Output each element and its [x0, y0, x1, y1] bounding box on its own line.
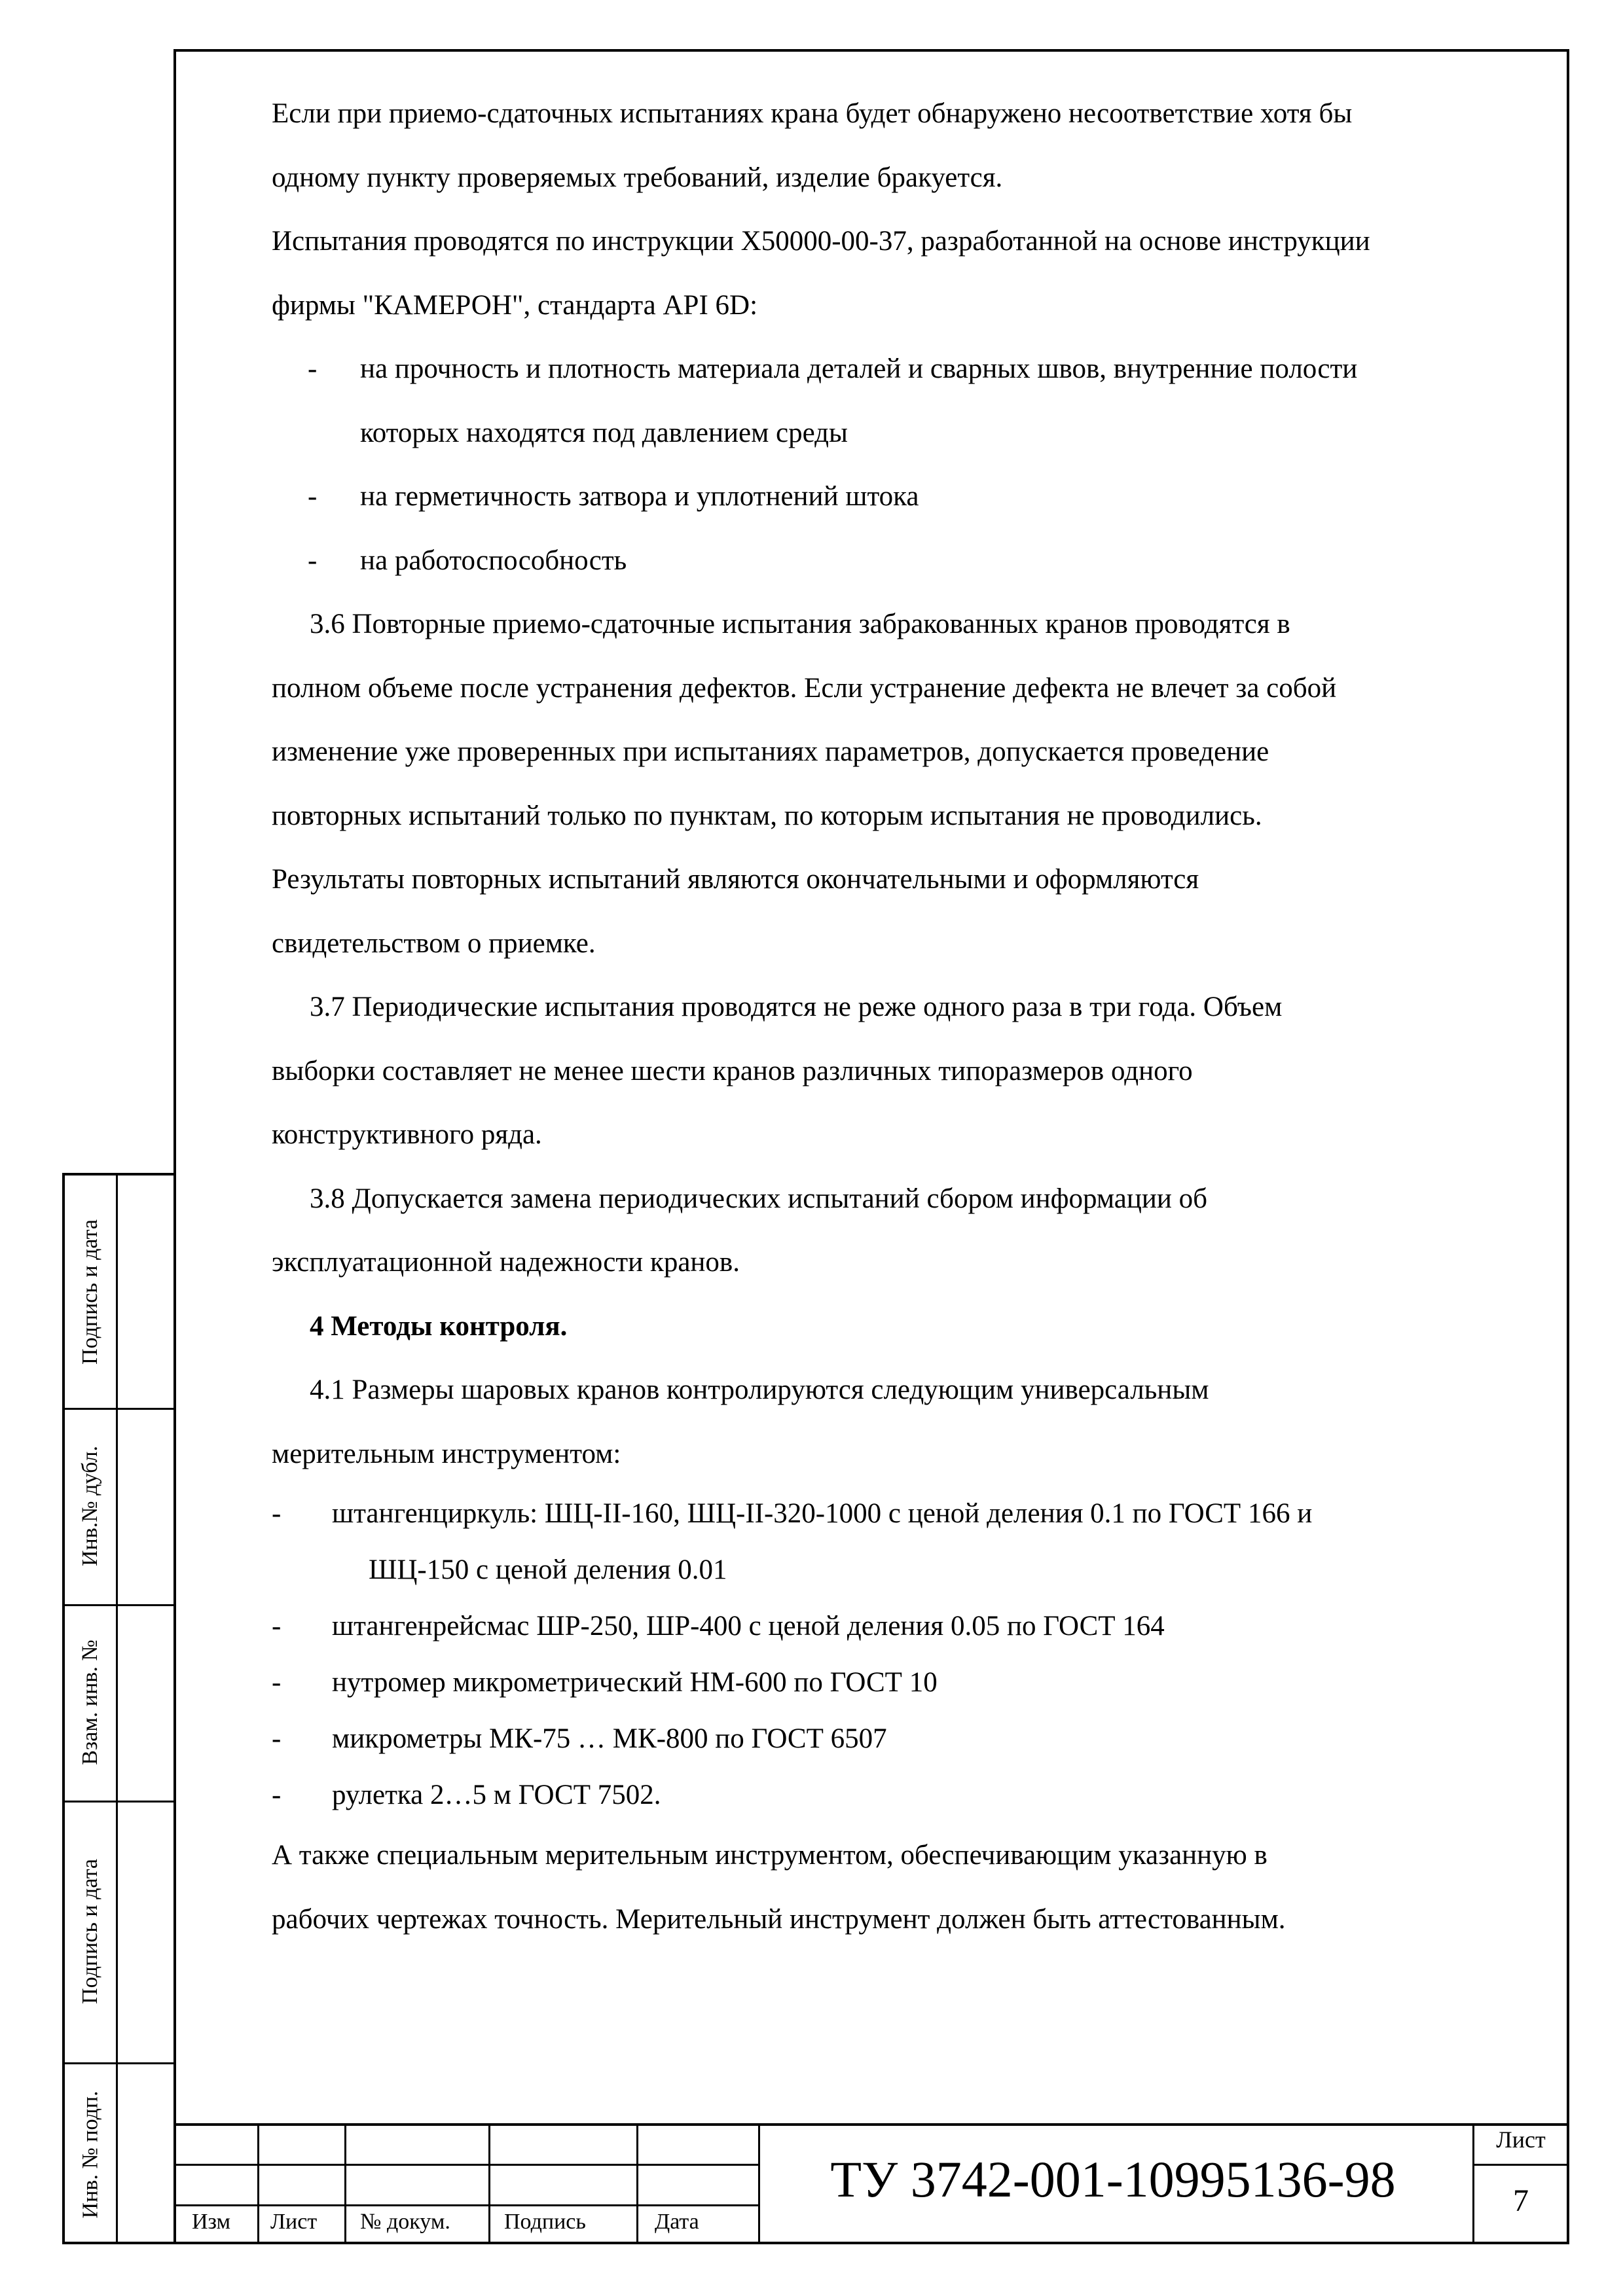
text-line: фирмы "КАМЕРОН", стандарта API 6D: — [272, 289, 758, 321]
text-line: А также специальным мерительным инструментом, обеспечивающим указанную в — [272, 1840, 1267, 1871]
list-item: - рулетка 2…5 м ГОСТ 7502. — [272, 1767, 1555, 1823]
text-line: рабочих чертежах точность. Мерительный инструмент должен быть аттестованным. — [272, 1903, 1286, 1935]
bullet-dash: - — [272, 1498, 282, 1529]
bullet-dash: - — [308, 353, 318, 384]
document-number: ТУ 3742-001-10995136-98 — [830, 2151, 1396, 2208]
list-item: - штангенрейсмас ШР-250, ШР-400 с ценой деления 0.05 по ГОСТ 164 — [272, 1598, 1555, 1655]
list-item-continuation: ШЦ-150 с ценой деления 0.01 — [369, 1554, 727, 1585]
bullet-dash: - — [272, 1780, 282, 1810]
col-sheet: Лист — [270, 2210, 318, 2234]
text-line: выборки составляет не менее шести кранов различных типоразмеров одного — [272, 1055, 1193, 1086]
text-line: эксплуатационной надежности кранов. — [272, 1247, 740, 1278]
list-item: - штангенциркуль: ШЦ-II-160, ШЦ-II-320-1000 с ценой деления 0.1 по ГОСТ 166 и — [272, 1486, 1555, 1542]
side-label-dup-inv: Инв.№ дубл. — [78, 1445, 103, 1567]
side-stamp-strip — [62, 1173, 176, 2244]
section-3-8: 3.8 Допускается замена периодических испытаний сбором информации об — [310, 1183, 1207, 1214]
text-line: Если при приемо-сдаточных испытаниях крана будет обнаружено несоответствие хотя бы — [272, 98, 1353, 129]
list-item: - на герметичность затвора и уплотнений штока — [272, 465, 1555, 529]
bullet-dash: - — [272, 1667, 282, 1698]
side-label-signature-date-2: Подпись и дата — [78, 1859, 102, 2004]
section-3-6: 3.6 Повторные приемо-сдаточные испытания забракованных кранов проводятся в — [310, 609, 1290, 639]
text-line: мерительным инструментом: — [272, 1438, 621, 1469]
text-line: Испытания проводятся по инструкции Х50000-00-37, разработанной на основе инструкции — [272, 226, 1370, 257]
document-body — [272, 82, 1555, 1951]
bullet-dash: - — [272, 1723, 282, 1754]
side-label-replace-inv: Взам. инв. № — [78, 1640, 103, 1765]
col-signature: Подпись — [504, 2210, 586, 2234]
text-line: одному пункту проверяемых требований, изделие бракуется. — [272, 162, 1003, 193]
col-doc-no: № докум. — [360, 2210, 450, 2234]
side-label-signature-date: Подпись и дата — [78, 1219, 102, 1365]
list-item: - нутромер микрометрический НМ-600 по ГОСТ 10 — [272, 1655, 1555, 1711]
side-label-original-inv: Инв. № подп. — [78, 2090, 103, 2219]
text-line: конструктивного ряда. — [272, 1119, 542, 1150]
col-date: Дата — [655, 2210, 699, 2234]
section-heading: 4 Методы контроля. — [310, 1310, 568, 1342]
list-item-continuation: которых находятся под давлением среды — [360, 417, 848, 448]
section-4-1: 4.1 Размеры шаровых кранов контролируются следующим универсальным — [310, 1374, 1209, 1405]
list-item: - на работоспособность — [272, 529, 1555, 593]
sheet-label: Лист — [1496, 2126, 1546, 2153]
list-item: - на прочность и плотность материала деталей и сварных швов, внутренние полости — [272, 337, 1555, 401]
sheet-number: 7 — [1513, 2183, 1529, 2218]
text-line: Результаты повторных испытаний являются окончательными и оформляются — [272, 864, 1199, 895]
text-line: полном объеме после устранения дефектов. Если устранение дефекта не влечет за собой — [272, 672, 1337, 704]
text-line: свидетельством о приемке. — [272, 927, 596, 959]
bullet-dash: - — [308, 545, 318, 576]
col-change: Изм — [192, 2210, 231, 2234]
text-line: повторных испытаний только по пунктам, по которым испытания не проводились. — [272, 800, 1262, 831]
list-item: - микрометры МК-75 … МК-800 по ГОСТ 6507 — [272, 1711, 1555, 1767]
section-3-7: 3.7 Периодические испытания проводятся не реже одного раза в три года. Объем — [310, 992, 1283, 1022]
text-line: изменение уже проверенных при испытаниях параметров, допускается проведение — [272, 736, 1269, 767]
bullet-dash: - — [272, 1611, 282, 1641]
bullet-dash: - — [308, 481, 318, 512]
